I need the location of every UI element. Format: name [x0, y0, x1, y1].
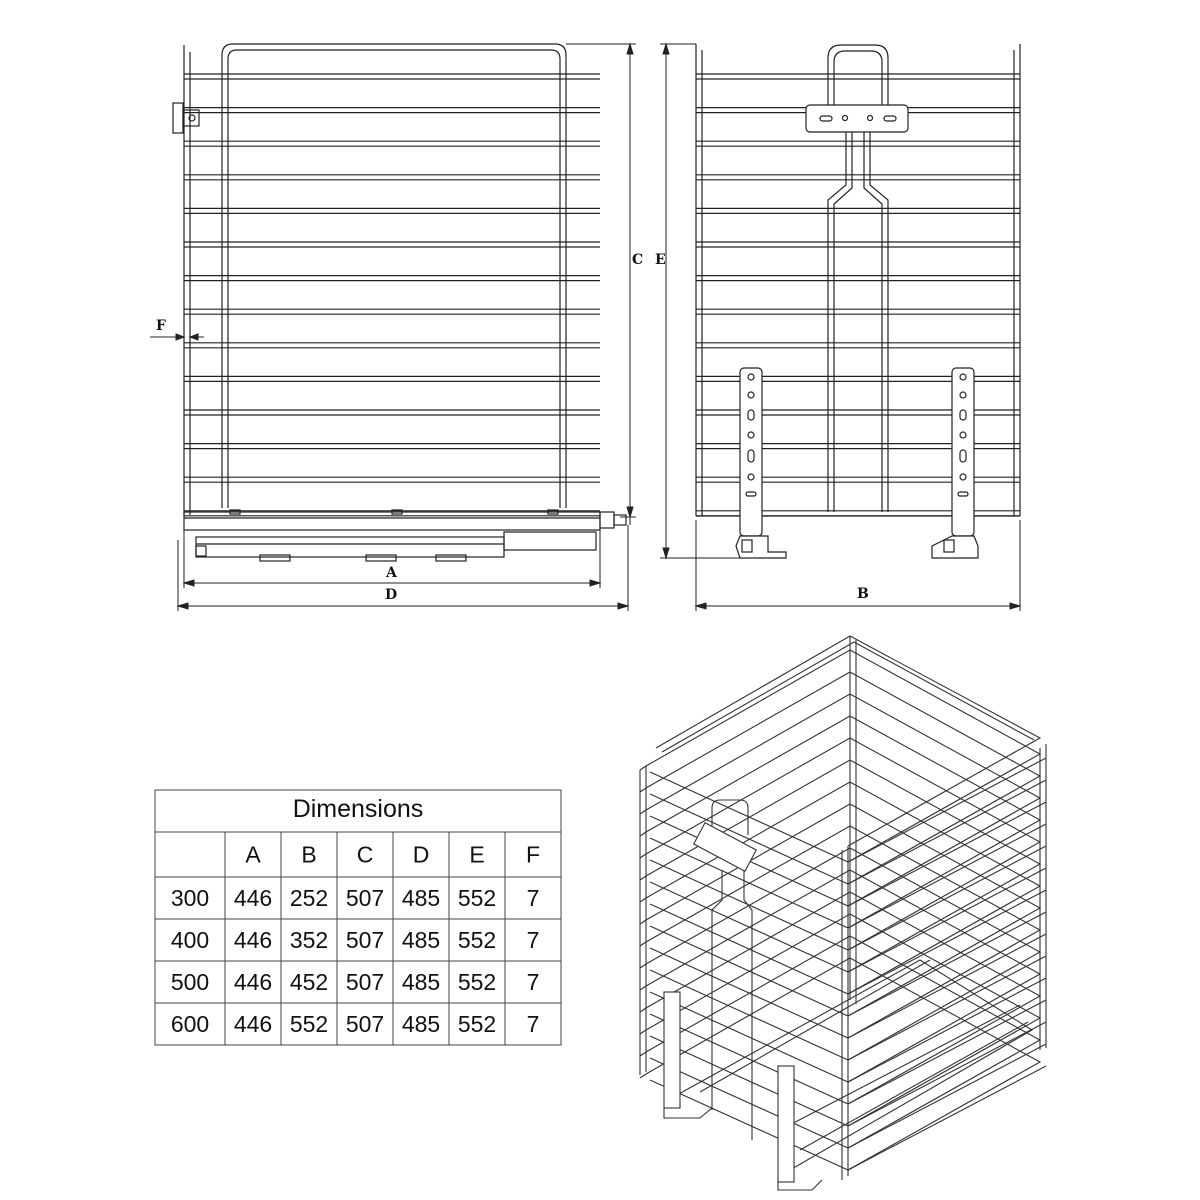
- table-cell: 552: [457, 969, 497, 995]
- basket-wire: [640, 782, 1040, 994]
- table-cell: 600: [170, 1011, 210, 1037]
- dimension-label-e: E: [655, 252, 666, 268]
- table-cell: 552: [457, 927, 497, 953]
- table-cell: 7: [526, 885, 540, 911]
- table-cell: 7: [526, 1011, 540, 1037]
- table-cell: 452: [289, 969, 329, 995]
- dimension-label-c: C: [632, 252, 644, 268]
- basket-wire: [640, 694, 1040, 906]
- table-cell: 352: [289, 927, 329, 953]
- basket-wire: [640, 716, 1040, 928]
- dimension-label-f: F: [156, 318, 166, 334]
- table-cell: 507: [345, 1011, 385, 1037]
- table-header-cell: C: [356, 841, 374, 868]
- table-cell: 252: [289, 885, 329, 911]
- basket-wire: [640, 672, 1040, 884]
- table-header-cell: A: [245, 841, 261, 868]
- table-cell: 446: [233, 1011, 273, 1037]
- table-cell: 7: [526, 969, 540, 995]
- table-cell: 7: [526, 927, 540, 953]
- table-border: [155, 790, 561, 1045]
- side-view-drawing: [173, 44, 626, 561]
- table-cell: 552: [457, 1011, 497, 1037]
- dimensions-table: [155, 790, 561, 1045]
- front-view-drawing: [696, 44, 1020, 558]
- table-cell: 507: [345, 969, 385, 995]
- table-cell: 300: [170, 885, 210, 911]
- table-header-cell: E: [469, 841, 485, 868]
- table-cell: 446: [233, 969, 273, 995]
- table-cell: 552: [289, 1011, 329, 1037]
- basket-wire: [640, 760, 1040, 972]
- table-cell: 485: [401, 1011, 441, 1037]
- table-cell: 485: [401, 885, 441, 911]
- table-cell: 485: [401, 969, 441, 995]
- table-cell: 500: [170, 969, 210, 995]
- table-cell: 507: [345, 885, 385, 911]
- dimension-label-a: A: [386, 565, 397, 581]
- table-cell: 485: [401, 927, 441, 953]
- basket-isometric-drawing: [640, 636, 1046, 1190]
- table-cell: 446: [233, 927, 273, 953]
- table-header-cell: F: [525, 841, 541, 868]
- table-cell: 507: [345, 927, 385, 953]
- side-view-dimensions: [150, 44, 636, 611]
- table-cell: 552: [457, 885, 497, 911]
- dimension-label-b: B: [857, 586, 869, 602]
- basket-wire: [640, 650, 1040, 862]
- dimension-label-d: D: [385, 587, 398, 603]
- table-title: Dimensions: [292, 795, 424, 823]
- table-cell: 400: [170, 927, 210, 953]
- table-cell: 446: [233, 885, 273, 911]
- table-header-cell: D: [412, 841, 430, 868]
- table-header-cell: B: [301, 841, 317, 868]
